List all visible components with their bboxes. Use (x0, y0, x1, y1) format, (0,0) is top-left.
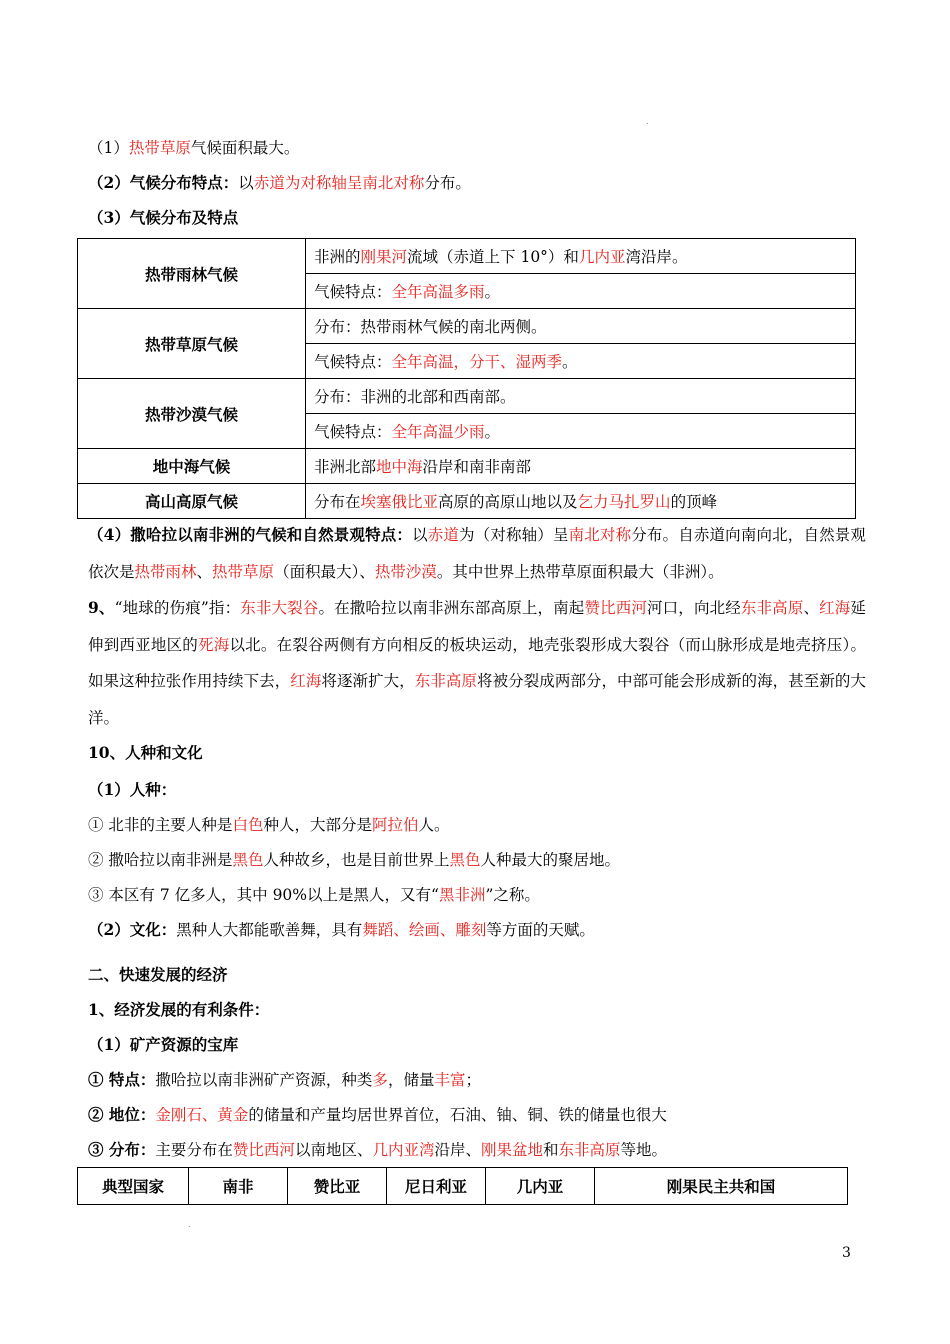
section-heading-10: 10、人种和文化 (88, 743, 203, 762)
paragraph-1: （1）热带草原气候面积最大。 (88, 139, 300, 157)
paragraph-2: （2）气候分布特点：以赤道为对称轴呈南北对称分布。 (88, 173, 471, 192)
list-item: ① 特点：撒哈拉以南非洲矿产资源，种类多，储量丰富； (88, 1070, 481, 1089)
list-item: ③ 本区有 7 亿多人，其中 90%以上是黑人，又有“黑非洲”之称。 (88, 886, 540, 904)
list-item: ③ 分布：主要分布在赞比西河以南地区、几内亚湾沿岸、刚果盆地和东非高原等地。 (88, 1140, 668, 1159)
climate-name: 热带草原气候 (78, 309, 306, 379)
table-row (78, 379, 856, 414)
section-heading-economy: 二、快速发展的经济 (88, 965, 228, 984)
paragraph-9: 9、“地球的伤痕”指：东非大裂谷。在撒哈拉以南非洲东部高原上，南起赞比西河河口，向北经东非高原、红海延伸到西亚地区的死海以北。在裂谷两侧有方向相反的板块运动，地壳张裂形成大裂谷（而山脉形成是地壳挤压）。如果这种拉张作用持续下去，红海将逐渐扩大，东非高原将被分裂成两部分，中部可能会形成新的海，甚至新的大洋。 (88, 598, 866, 727)
climate-name: 地中海气候 (78, 449, 306, 484)
climate-distribution: 非洲北部地中海沿岸和南非南部 (306, 449, 856, 484)
table-row (78, 239, 856, 274)
table-cell: 南非 (189, 1168, 288, 1205)
climate-distribution: 分布在埃塞俄比亚高原的高原山地以及乞力马扎罗山的顶峰 (306, 484, 856, 519)
list-item: ① 北非的主要人种是白色种人，大部分是阿拉伯人。 (88, 816, 450, 834)
list-item: ② 撒哈拉以南非洲是黑色人种故乡，也是目前世界上黑色人种最大的聚居地。 (88, 851, 620, 869)
table-row (78, 1168, 848, 1205)
page-number: 3 (842, 1245, 851, 1261)
climate-feature: 气候特点：全年高温，分干、湿两季。 (306, 344, 856, 379)
climate-distribution: 分布：热带雨林气候的南北两侧。 (306, 309, 856, 344)
table-row (78, 449, 856, 484)
table-cell: 赞比亚 (288, 1168, 387, 1205)
climate-distribution: 分布：非洲的北部和西南部。 (306, 379, 856, 414)
table-cell: 刚果民主共和国 (595, 1168, 848, 1205)
stray-dot: . (188, 1220, 191, 1229)
subheading-conditions: 1、经济发展的有利条件： (88, 1000, 270, 1019)
table-header-cell: 典型国家 (78, 1168, 189, 1205)
culture-line: （2）文化：黑种人大都能歌善舞，具有舞蹈、绘画、雕刻等方面的天赋。 (88, 920, 595, 939)
climate-name: 热带雨林气候 (78, 239, 306, 309)
table-cell: 尼日利亚 (387, 1168, 486, 1205)
subheading-minerals: （1）矿产资源的宝库 (88, 1035, 239, 1054)
climate-distribution: 非洲的刚果河流域（赤道上下 10°）和几内亚湾沿岸。 (306, 239, 856, 274)
section-heading-3: （3）气候分布及特点 (88, 208, 239, 227)
table-row (78, 484, 856, 519)
countries-table (77, 1167, 848, 1205)
table-cell: 几内亚 (486, 1168, 595, 1205)
subheading-race: （1）人种： (88, 780, 177, 799)
climate-table (77, 238, 856, 519)
list-item: ② 地位：金刚石、黄金的储量和产量均居世界首位，石油、铀、铜、铁的储量也很大 (88, 1105, 667, 1124)
climate-feature: 气候特点：全年高温多雨。 (306, 274, 856, 309)
table-row (78, 309, 856, 344)
climate-feature: 气候特点：全年高温少雨。 (306, 414, 856, 449)
paragraph-4: （4）撒哈拉以南非洲的气候和自然景观特点：以赤道为（对称轴）呈南北对称分布。自赤道向南向北，自然景观依次是热带雨林、热带草原（面积最大）、热带沙漠。其中世界上热带草原面积最大（非洲）。 (88, 525, 866, 581)
climate-name: 高山高原气候 (78, 484, 306, 519)
stray-dot: . (646, 117, 649, 126)
climate-name: 热带沙漠气候 (78, 379, 306, 449)
